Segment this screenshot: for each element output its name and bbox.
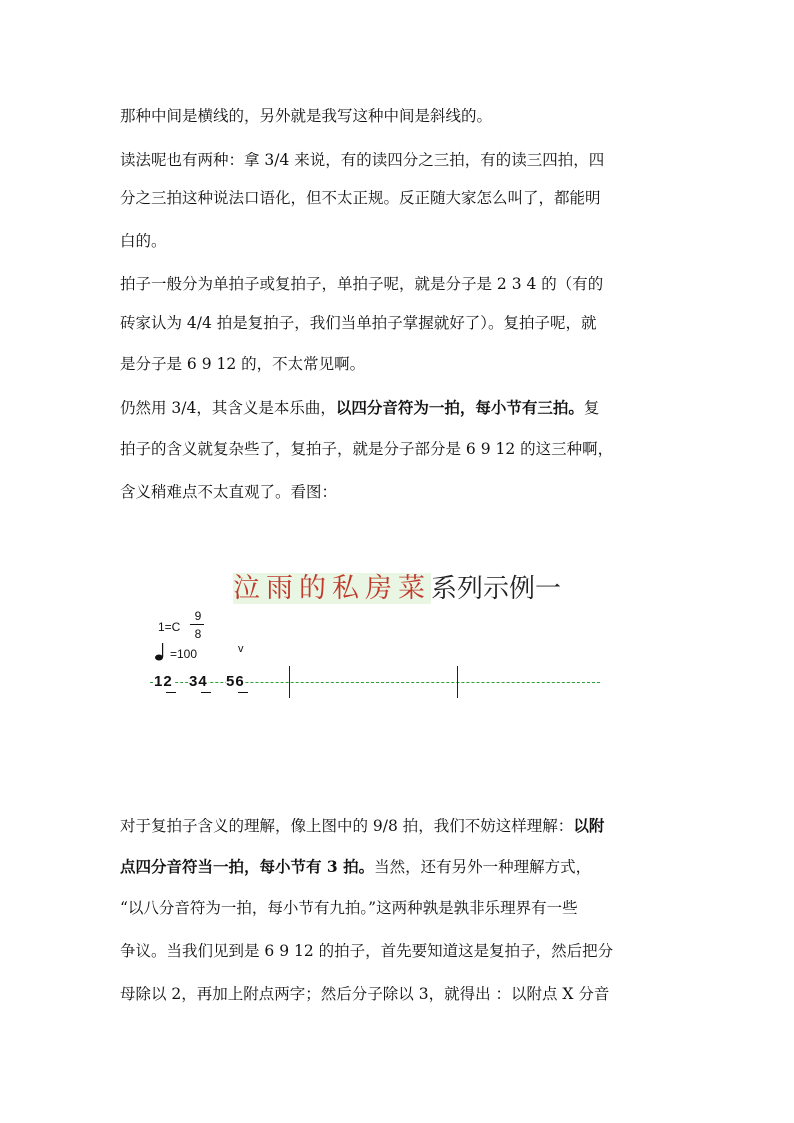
paragraph-line xyxy=(120,816,604,836)
paragraph-line: 读法呢也有两种：拿 3/4 来说，有的读四分之三拍，有的读三四拍，四 xyxy=(120,151,605,169)
paragraph-line: 母除以 2，再加上附点两字；然后分子除以 3，就得出 ：以附点 X 分音 xyxy=(120,985,610,1003)
tempo-marking: =100 xyxy=(170,647,198,661)
time-signature-numerator: 9 xyxy=(194,609,202,623)
bold-text-run: 以四分音符为一拍，每小节有三拍。 xyxy=(335,398,584,417)
note-group: 56 xyxy=(226,673,245,690)
figure-title xyxy=(0,572,794,606)
breath-mark: v xyxy=(238,643,244,655)
figure-title-red: 泣雨的私房菜 xyxy=(232,573,431,604)
bold-text-run: 以附 xyxy=(573,816,605,835)
text-run: 仍然用 3/4，其含义是本乐曲， xyxy=(120,399,336,417)
paragraph-line: 拍子的含义就复杂些了，复拍子，就是分子部分是 6 9 12 的这三种啊， xyxy=(120,440,614,458)
paragraph-line: 那种中间是横线的，另外就是我写这种中间是斜线的。 xyxy=(120,107,493,125)
paragraph-line: “以八分音符为一拍，每小节有九拍。”这两种孰是孰非乐理界有一些 xyxy=(120,899,578,917)
paragraph-line: 砖家认为 4/4 拍是复拍子，我们当单拍子掌握就好了）。复拍子呢，就 xyxy=(120,314,597,332)
underline-beam xyxy=(166,692,176,693)
paragraph-line xyxy=(120,398,599,418)
text-run: 当然，还有另外一种理解方式， xyxy=(374,858,592,876)
paragraph-line xyxy=(120,857,591,877)
key-signature: 1=C xyxy=(158,620,181,634)
time-signature-bar xyxy=(190,624,204,625)
text-run: 对于复拍子含义的理解，像上图中的 9/8 拍，我们不妨这样理解： xyxy=(120,817,574,835)
note-group: 34 xyxy=(189,673,208,690)
bar-line xyxy=(289,666,290,698)
bar-line xyxy=(457,666,458,698)
text-run: 复 xyxy=(583,399,600,417)
note-group: 12 xyxy=(154,673,173,690)
staff-guide-line xyxy=(150,682,600,683)
bold-text-run: 点四分音符当一拍，每小节有 3 拍。 xyxy=(120,857,375,876)
paragraph-line: 拍子一般分为单拍子或复拍子，单拍子呢，就是分子是 2 3 4 的（有的 xyxy=(120,275,604,293)
paragraph-line: 是分子是 6 9 12 的，不太常见啊。 xyxy=(120,355,366,373)
figure-title-black: 系列示例一 xyxy=(430,574,561,604)
underline-beam xyxy=(238,692,248,693)
time-signature-denominator: 8 xyxy=(194,627,202,641)
quarter-note-icon xyxy=(154,642,170,662)
underline-beam xyxy=(201,692,211,693)
paragraph-line: 争议。当我们见到是 6 9 12 的拍子，首先要知道这是复拍子，然后把分 xyxy=(120,942,614,960)
paragraph-line: 分之三拍这种说法口语化，但不太正规。反正随大家怎么叫了，都能明 xyxy=(120,189,601,207)
paragraph-line: 含义稍难点不太直观了。看图： xyxy=(120,483,338,501)
paragraph-line: 白的。 xyxy=(120,232,167,250)
